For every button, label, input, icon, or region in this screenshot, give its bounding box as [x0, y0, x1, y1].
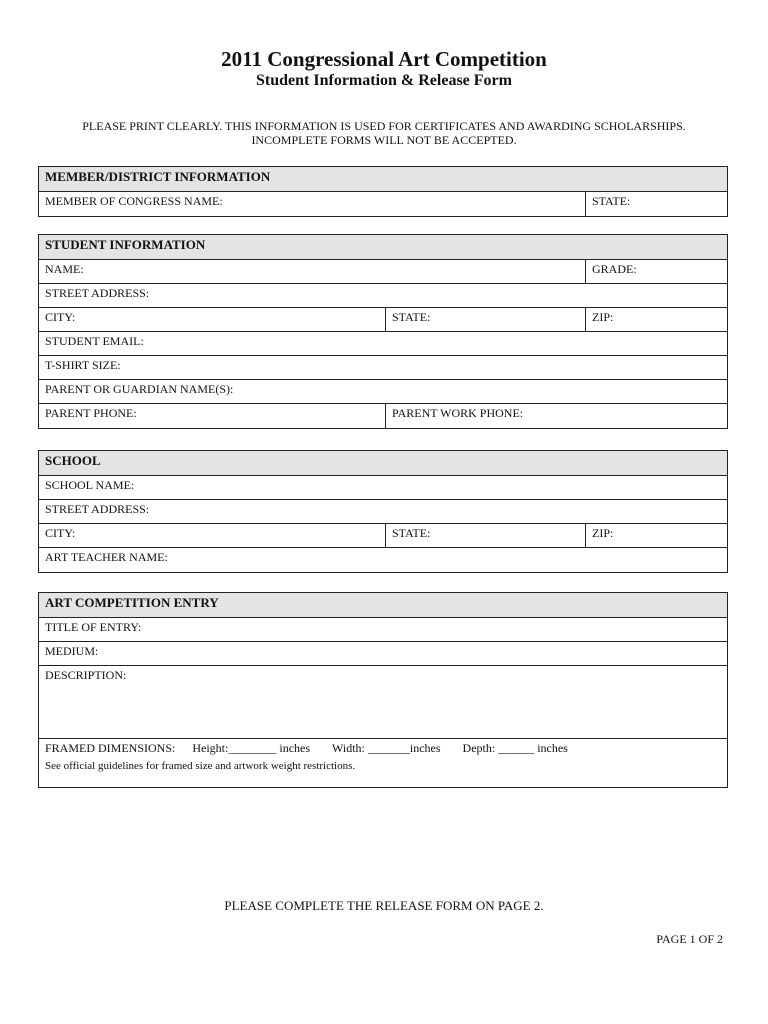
parent-work-phone-field[interactable]: PARENT WORK PHONE: — [385, 404, 727, 428]
notice-line-2: INCOMPLETE FORMS WILL NOT BE ACCEPTED. — [251, 133, 517, 147]
depth-field[interactable]: Depth: ______ inches — [462, 741, 568, 755]
school-name-field[interactable]: SCHOOL NAME: — [45, 478, 135, 492]
student-information-section — [38, 234, 728, 429]
member-row — [39, 192, 727, 216]
notice-line-1: PLEASE PRINT CLEARLY. THIS INFORMATION IS USED FOR CERTIFICATES AND AWARDING SCHOLARSHIPS. — [82, 119, 686, 133]
student-zip-field[interactable]: ZIP: — [585, 308, 727, 331]
section-heading: ART COMPETITION ENTRY — [39, 593, 727, 618]
form-title: 2011 Congressional Art Competition — [221, 47, 547, 71]
student-state-field[interactable]: STATE: — [385, 308, 585, 331]
school-name-row — [39, 476, 727, 500]
member-district-section — [38, 166, 728, 217]
art-entry-section — [38, 592, 728, 788]
school-street-row — [39, 500, 727, 524]
tshirt-size-field[interactable]: T-SHIRT SIZE: — [45, 358, 121, 372]
print-notice — [0, 119, 768, 147]
section-heading: SCHOOL — [39, 451, 727, 476]
student-street-field[interactable]: STREET ADDRESS: — [45, 286, 150, 300]
member-state-field[interactable]: STATE: — [585, 192, 727, 216]
guardian-row — [39, 380, 727, 404]
section-heading: MEMBER/DISTRICT INFORMATION — [39, 167, 727, 192]
dimensions-label: FRAMED DIMENSIONS: — [45, 741, 176, 755]
student-name-field[interactable]: NAME: — [45, 262, 84, 276]
description-row — [39, 666, 727, 739]
student-street-row — [39, 284, 727, 308]
school-street-field[interactable]: STREET ADDRESS: — [45, 502, 150, 516]
student-name-row — [39, 260, 727, 284]
description-field[interactable]: DESCRIPTION: — [45, 668, 127, 682]
art-teacher-row — [39, 548, 727, 572]
dimensions-block — [39, 739, 727, 787]
framed-dimensions-line — [39, 739, 727, 755]
guardian-name-field[interactable]: PARENT OR GUARDIAN NAME(S): — [45, 382, 234, 396]
medium-field[interactable]: MEDIUM: — [45, 644, 99, 658]
parent-phone-field[interactable]: PARENT PHONE: — [45, 406, 137, 420]
student-grade-field[interactable]: GRADE: — [585, 260, 727, 283]
release-form-note: PLEASE COMPLETE THE RELEASE FORM ON PAGE 2. — [224, 898, 544, 913]
student-email-row — [39, 332, 727, 356]
school-zip-field[interactable]: ZIP: — [585, 524, 727, 547]
student-email-field[interactable]: STUDENT EMAIL: — [45, 334, 144, 348]
school-state-field[interactable]: STATE: — [385, 524, 585, 547]
parent-phone-row — [39, 404, 727, 428]
width-field[interactable]: Width: _______inches — [332, 741, 441, 755]
student-city-field[interactable]: CITY: — [45, 310, 76, 324]
entry-title-field[interactable]: TITLE OF ENTRY: — [45, 620, 142, 634]
entry-title-row — [39, 618, 727, 642]
form-subtitle: Student Information & Release Form — [256, 72, 512, 89]
school-city-field[interactable]: CITY: — [45, 526, 76, 540]
guideline-note: See official guidelines for framed size and artwork weight restrictions. — [45, 760, 356, 772]
school-city-row — [39, 524, 727, 548]
school-section — [38, 450, 728, 573]
art-teacher-field[interactable]: ART TEACHER NAME: — [45, 550, 168, 564]
height-field[interactable]: Height:________ inches — [192, 741, 311, 755]
medium-row — [39, 642, 727, 666]
page-number: PAGE 1 OF 2 — [656, 932, 723, 946]
member-name-field[interactable]: MEMBER OF CONGRESS NAME: — [45, 194, 223, 208]
section-heading: STUDENT INFORMATION — [39, 235, 727, 260]
student-city-row — [39, 308, 727, 332]
tshirt-row — [39, 356, 727, 380]
